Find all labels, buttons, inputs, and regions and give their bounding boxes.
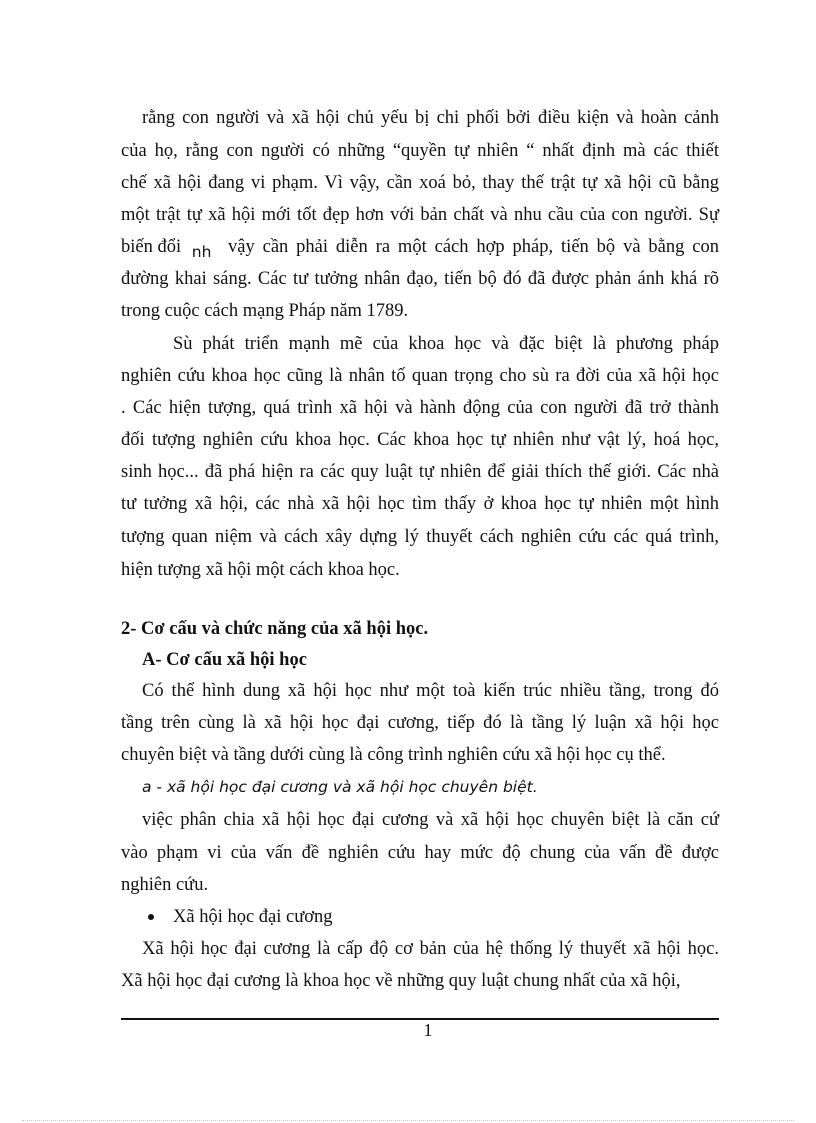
- paragraph-line: . Các hiện tượng, quá trình xã hội và hành động của con người đã trở thành: [121, 398, 719, 418]
- paragraph-line: nghiên cứu.: [121, 875, 209, 895]
- paragraph-line: của họ, rằng con người có những “quyền tự nhiên “ nhất định mà các thiết: [121, 141, 719, 161]
- paragraph-line: Xã hội học đại cương là khoa học về những quy luật chung nhất của xã hội,: [121, 971, 681, 991]
- bullet-icon: [148, 914, 154, 920]
- paragraph-line: hiện tượng xã hội một cách khoa học.: [121, 560, 400, 580]
- paragraph-line: một trật tự xã hội mới tốt đẹp hơn với bản chất và nhu cầu của con người. Sự: [121, 205, 719, 225]
- paragraph-line: đối tượng nghiên cứu khoa học. Các khoa học tự nhiên như vật lý, hoá học,: [121, 430, 719, 450]
- paragraph-line: vào phạm vi của vấn đề nghiên cứu hay mức độ chung của vấn đề được: [121, 843, 719, 863]
- paragraph-line: Xã hội học đại cương là cấp độ cơ bản của hệ thống lý thuyết xã hội học.: [142, 939, 719, 959]
- paragraph-line: việc phân chia xã hội học đại cương và xã hội học chuyên biệt là căn cứ: [142, 810, 719, 830]
- line-fragment: vậy cần phải diễn ra một cách hợp pháp, tiến bộ và bằng con: [228, 237, 719, 257]
- paragraph-line: Có thể hình dung xã hội học như một toà kiến trúc nhiều tầng, trong đó: [142, 681, 719, 701]
- line-fragment: nh: [191, 243, 212, 261]
- paragraph-line: tư tưởng xã hội, các nhà xã hội học tìm thấy ở khoa học tự nhiên một hình: [121, 494, 719, 514]
- paragraph-line: chuyên biệt và tầng dưới cùng là công trình nghiên cứu xã hội học cụ thể.: [121, 745, 666, 765]
- paragraph-line: đường khai sáng. Các tư tưởng nhân đạo, tiến bộ đó đã được phản ánh khá rõ: [121, 269, 719, 289]
- paragraph-line: Sù phát triển mạnh mẽ của khoa học và đặc biệt là phương pháp: [173, 334, 719, 354]
- paragraph-line: chế xã hội đang vi phạm. Vì vậy, cần xoá bỏ, thay thế trật tự xã hội cũ bằng: [121, 173, 719, 193]
- paragraph-line: tượng quan niệm và cách xây dựng lý thuyết cách nghiên cứu các quá trình,: [121, 527, 719, 547]
- line-fragment: biến đổi: [121, 237, 182, 257]
- page-bottom-border: [22, 1120, 794, 1121]
- paragraph-line: trong cuộc cách mạng Pháp năm 1789.: [121, 301, 409, 321]
- subsection-heading: A- Cơ cấu xã hội học: [142, 650, 307, 670]
- paragraph-line: nghiên cứu khoa học cũng là nhân tố quan trọng cho sù ra đời của xã hội học: [121, 366, 719, 386]
- italic-subheading: a - xã hội học đại cương và xã hội học chuyên biệt.: [142, 778, 538, 796]
- paragraph-line-fragmented: [121, 236, 719, 261]
- paragraph-line: sinh học... đã phá hiện ra các quy luật tự nhiên để giải thích thế giới. Các nhà: [121, 462, 719, 482]
- paragraph-line: rằng con người và xã hội chủ yếu bị chi phối bởi điều kiện và hoàn cảnh: [142, 108, 719, 128]
- paragraph-line: tầng trên cùng là xã hội học đại cương, tiếp đó là tầng lý luận xã hội học: [121, 713, 719, 733]
- bullet-item: Xã hội học đại cương: [173, 907, 333, 927]
- page-number: 1: [423, 1020, 433, 1040]
- section-heading: 2- Cơ cấu và chức năng của xã hội học.: [121, 619, 429, 639]
